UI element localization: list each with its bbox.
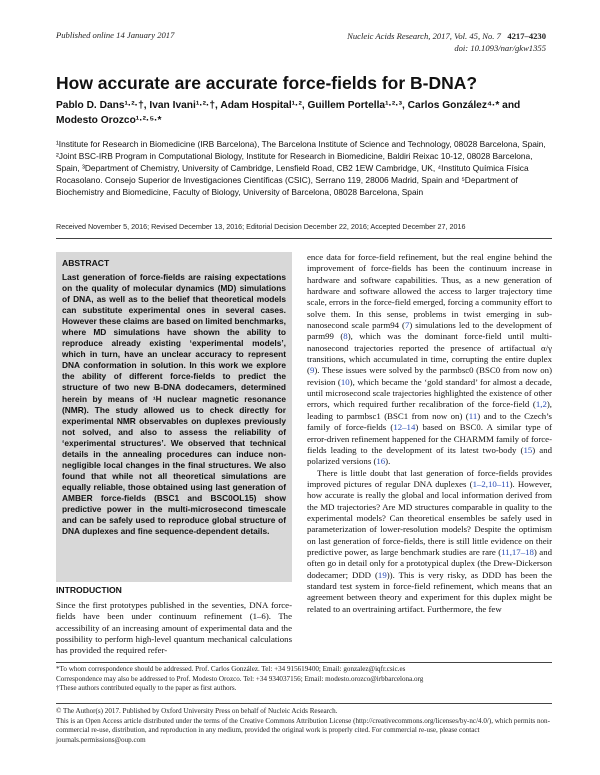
author-list: Pablo D. Dans¹·²·†, Ivan Ivani¹·²·†, Adam Hospital¹·², Guillem Portella¹·²·³, Carlos González⁴·* and Modesto Orozco¹·²·⁵·* <box>56 100 521 126</box>
paragraph-2: There is little doubt that last generation of force-fields provides improved pictures of regular DNA duplexes (1–2,10–11). However, how accurate is really the global and local information derived from the MD trajectories? Are MD structures comparable in quality to the experimental models? Can theoretical ensembles be safely used in parameterization of lower-resolution models? Despite the optimism on last generation of force-fields, there is still little evidence on their predictive power, as large benchmark studies are rare (11,17–18) and often go in detail only for a prototypical duplex (the Drew-Dickerson dodecamer; DDD (19)). This is very risky, as DDD has been the standard test system in force-field refinement, which means that an agreement between theory and experiment for this duplex might be related to an overtraining artifact. Furthermore, the few <box>307 467 553 614</box>
footnote-correspondence: *To whom correspondence should be addressed. Prof. Carlos González. Tel: +34 915619400; Email: gonzalez@iqfr.csic.es <box>56 665 406 673</box>
copyright-divider <box>56 703 552 704</box>
citation-link[interactable]: 11,17–18 <box>501 546 534 557</box>
introduction-text: Since the first prototypes published in the seventies, DNA force-fields have been under continuum refinement (1–6). The accessibility of an increasing amount of experimental data and the possibility to perform high-level quantum mechanical calculations has provided the required refer- <box>56 600 292 656</box>
citation-link[interactable]: 16 <box>376 456 386 467</box>
journal-citation: Nucleic Acids Research, 2017, Vol. 45, No. 7 <box>347 31 501 41</box>
right-column <box>307 252 552 615</box>
divider <box>56 238 552 239</box>
footnote-equal-contribution: †These authors contributed equally to the paper as first authors. <box>56 684 237 693</box>
footnote-divider <box>56 662 552 663</box>
license-text: This is an Open Access article distributed under the terms of the Creative Commons Attribution License (http://creativecommons.org/licenses/by-nc/4.0/), which permits non-commercial re-use, distribution, and reproduction in any medium, provided the original work is properly cited. For commercial re-use, please contact journals.permissions@oup.com <box>56 716 550 744</box>
footnotes <box>56 665 552 694</box>
published-date: Published online 14 January 2017 <box>56 30 175 40</box>
affiliations: ¹Institute for Research in Biomedicine (IRB Barcelona), The Barcelona Institute of Science and Technology, 08028 Barcelona, Spain, ²Joint BSC-IRB Program in Computational Biology, Institute for Research in Biomedicine, Baldiri Reixac 10-12, 08028 Barcelona, Spain, ³Department of Chemistry, University of Cambridge, Lensfield Road, CB2 1EW Cambridge, UK, ⁴Instituto Química Física Rocasolano. Consejo Superior de Investigaciones Científicas (CSIC), Serrano 119, 28006 Madrid, Spain and ⁵Department of Biochemistry and Biomedicine, Faculty of Biology, University of Barcelona, 08028 Barcelona, Spain <box>56 139 546 198</box>
page-range: 4217–4230 <box>507 31 546 41</box>
citation-link[interactable]: 12–14 <box>393 422 416 433</box>
footnote-correspondence-2: Correspondence may also be addressed to Prof. Modesto Orozco. Tel: +34 934037156; Email: modesto.orozco@irbbarcelona.org <box>56 674 424 683</box>
citation-link[interactable]: 19 <box>377 569 387 580</box>
abstract-heading: ABSTRACT <box>62 258 110 268</box>
journal-header <box>347 30 546 54</box>
citation-link[interactable]: 1–2,10–11 <box>472 478 510 489</box>
citation-link[interactable]: 1,2 <box>535 399 547 410</box>
received-dates: Received November 5, 2016; Revised December 13, 2016; Editorial Decision December 22, 2016; Accepted December 27, 2016 <box>56 222 466 231</box>
citation-link[interactable]: 8 <box>343 331 348 342</box>
citation-link[interactable]: 11 <box>468 410 478 421</box>
paper-title: How accurate are accurate force-fields for B-DNA? <box>56 73 478 93</box>
copyright-block <box>56 707 552 745</box>
citation-link[interactable]: 7 <box>404 320 410 331</box>
abstract-box <box>56 252 292 582</box>
doi[interactable]: doi: 10.1093/nar/gkw1355 <box>454 43 546 53</box>
citation-link[interactable]: 15 <box>523 444 533 455</box>
copyright-line: © The Author(s) 2017. Published by Oxford University Press on behalf of Nucleic Acids Research. <box>56 707 338 715</box>
citation-link[interactable]: 9 <box>309 365 315 376</box>
paragraph-1: ence data for force-field refinement, but the real engine behind the improvement of force-fields has been the continuum increase in hardware and software capabilities. Thus, as a new generation of hardware and software allowed the access to larger trajectory time scale, errors in the force-field emerged, forcing a community effort to solve them. In this sense, problems in twist emerging in sub-nanosecond scale parm94 (7) simulations led to the development of parm99 (8), which was the dominant force-field until multi-nanosecond trajectories reported the presence of artifactual α/γ transitions, which accumulated in time, corrupting the entire duplex (9). These issues were solved by the parmbsc0 (BSC0 from now on) revision (10), which became the ‘gold standard’ for almost a decade, until microsecond scale trajectories highlighted the existence of other errors, which required further recalibration of the force-field (1,2), leading to parmbsc1 (BSC1 from now on) (11) and to the Czech’s family of force-fields (12–14) based on BSC0. A similar type of error-driven refinement happened for the CHARMM family of force-fields leading to the development of its latest two-body (15) and polarized versions (16). <box>307 252 552 467</box>
introduction-heading: INTRODUCTION <box>56 585 122 595</box>
citation-link[interactable]: 10 <box>340 376 350 387</box>
abstract-text: Last generation of force-fields are raising expectations on the quality of molecular dynamics (MD) simulations of DNA, as well as to the belief that theoretical models can substitute experimental ones in several cases. However these claims are based on limited benchmarks, where MD simulations have shown the ability to reproduce already existing ‘experimental models’, which in turn, have an unclear accuracy to represent DNA conformation in solution. In this work we explore the ability of different force-fields to predict the structure of two new B-DNA dodecamers, determined herein by means of ¹H nuclear magnetic resonance (NMR). The study allowed us to check directly for experimental NMR observables on duplexes previously not solved, and also to assess the reliability of ‘experimental structures’. We observed that technical details in the annealing procedures can induce non-negligible local changes in the final structures. We also found that while not all theoretical simulations are equally reliable, those obtained using last generation of AMBER force-fields (BSC1 and BSC0OL15) show predictive power in the multi-microsecond timescale and can be safely used to reproduce global structure of DNA duplexes and fine sequence-dependent details. <box>62 272 286 537</box>
